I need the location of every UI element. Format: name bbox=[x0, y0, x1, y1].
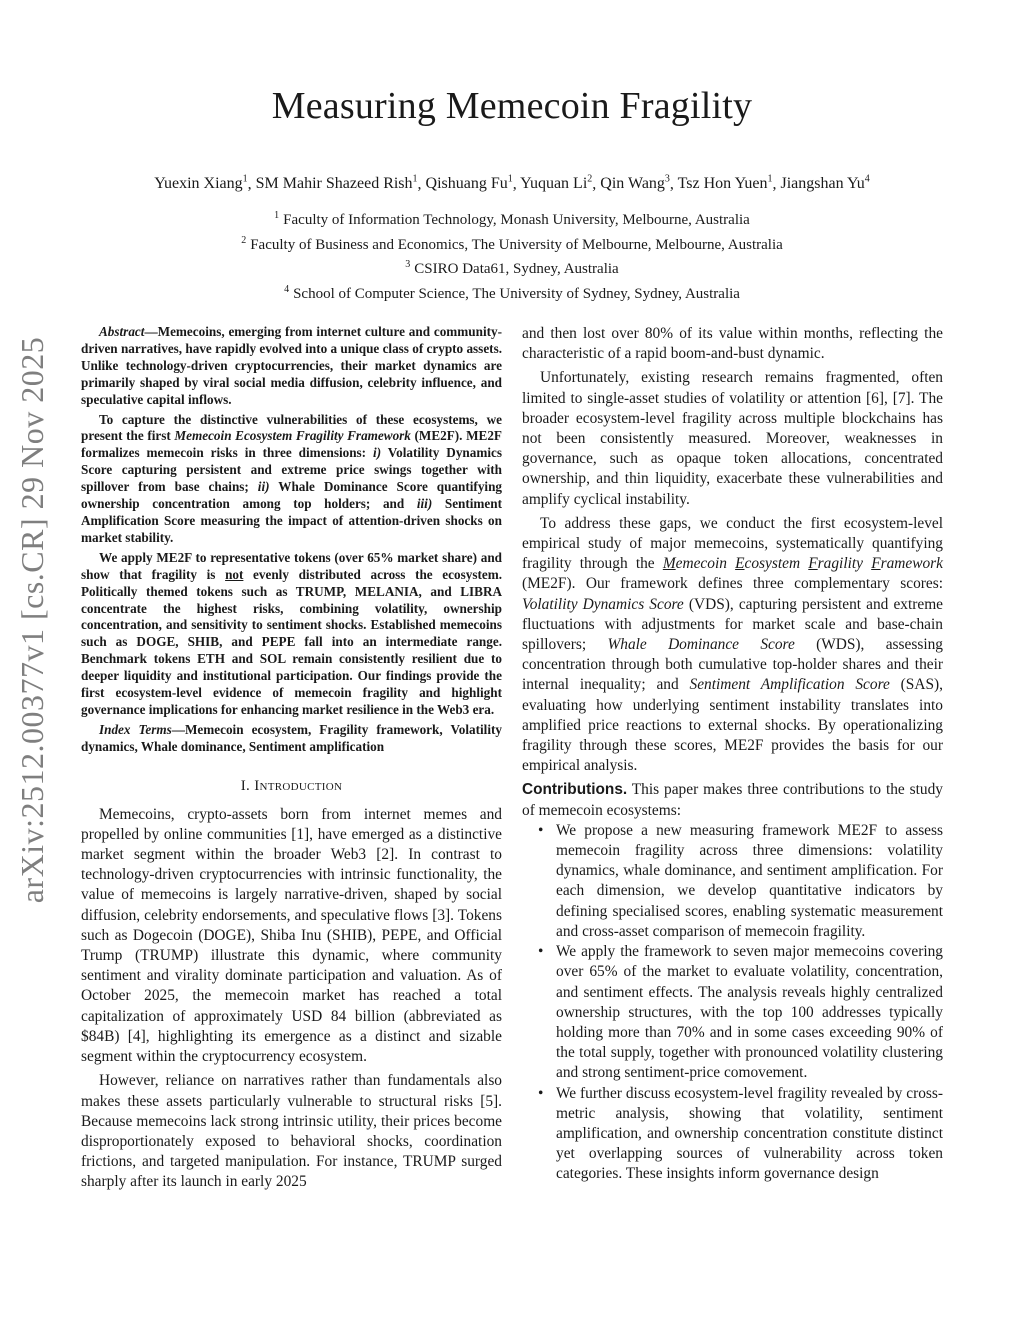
affiliation: $^1$ Faculty of Information Technology, Monash University, Melbourne, Australia bbox=[274, 210, 750, 228]
body-paragraph: However, reliance on narratives rather than fundamentals also makes these assets particularly vulnerable to structural risks [5]. Because memecoins lack strong intrinsic utility, their prices become disproportionately exposed to behavioral shocks, coordination frictions, and targeted manipulation. For instance, TRUMP surged sharply after its launch in early 2025 bbox=[81, 1072, 502, 1191]
paper-title: Measuring Memecoin Fragility bbox=[271, 85, 753, 127]
body-paragraph: and then lost over 80% of its value within months, reflecting the characteristic of a rapid boom-and-bust dynamic. bbox=[522, 325, 943, 363]
affiliation: $^4$ School of Computer Science, The University of Sydney, Sydney, Australia bbox=[284, 283, 740, 302]
section-heading: I. Introduction bbox=[240, 777, 343, 794]
abstract-paragraph: We apply ME2F to representative tokens (over 65% market share) and show that fragility is not evenly distributed across the ecosystem. Politically themed tokens such as TRUMP, MELANIA, and LIBRA concentrate the highest risks, combining volatility, ownership concentration, and sensitivity to sentiment shocks. Established memecoins such as DOGE, SHIB, and PEPE fall into an intermediate range. Benchmark tokens ETH and SOL remain consistently resilient due to deeper liquidity and institutional participation. Our findings provide the first ecosystem-level evidence of memecoin fragility and highlight governance implications for enhancing market resilience in the Web3 era. bbox=[81, 549, 502, 717]
body-paragraph: Unfortunately, existing research remains fragmented, often limited to single-asset studies of volatility or attention [6], [7]. The broader ecosystem-level fragility across multiple blockchains has not been consistently measured. Moreover, weaknesses in governance, such as opaque token allocations, concentrated ownership, and thin liquidity, exacerbate these vulnerabilities and amplify cyclical instability. bbox=[522, 369, 943, 508]
arxiv-stamp: arXiv:2512.00377v1 [cs.CR] 29 Nov 2025 bbox=[14, 336, 50, 904]
list-item: • We propose a new measuring framework ME2F to assess memecoin fragility across three dimensions: volatility dynamics, whale dominance, and sentiment amplification. For each dimension, we develop quantitative indicators by defining specialised scores, enabling systematic measurement and cross-asset comparison of memecoin fragility. bbox=[538, 821, 943, 940]
author: Jiangshan Yu$^4$ bbox=[780, 174, 870, 193]
abstract-paragraph: Abstract—Memecoins, emerging from internet culture and community-driven narratives, have rapidly evolved into a unique class of crypto assets. Unlike technology-driven cryptocurrencies, their market dynamics are primarily shaped by viral social media diffusion, celebrity influence, and speculative capital inflows. bbox=[81, 324, 502, 407]
bullet-icon: • bbox=[538, 1084, 544, 1102]
author: Tsz Hon Yuen$^1$ bbox=[677, 174, 773, 193]
contributions-paragraph: Contributions. This paper makes three contributions to the study of memecoin ecosystems: bbox=[522, 781, 943, 819]
affiliation: $^3$ CSIRO Data61, Sydney, Australia bbox=[405, 259, 619, 277]
author: SM Mahir Shazeed Rish$^1$ bbox=[255, 174, 418, 193]
list-item: • We further discuss ecosystem-level fragility revealed by cross-metric analysis, showing that volatility, sentiment amplification, and ownership concentration constitute distinct yet overlapping sources of vulnerability across token categories. These insights inform governance design bbox=[538, 1084, 943, 1183]
bullet-icon: • bbox=[538, 821, 544, 839]
body-paragraph: To address these gaps, we conduct the first ecosystem-level empirical study of major memecoins, systematically quantifying fragility through the Memecoin Ecosystem Fragility Framework (ME2F). Our framework defines three complementary scores: Volatility Dynamics Score (VDS), capturing persistent and extreme fluctuations with adjustments for market scale and base-chain spillovers; Whale Dominance Score (WDS), assessing concentration through both cumulative top-holder shares and their internal inequality; and Sentiment Amplification Score (SAS), evaluating how underlying sentiment instability translates into amplified price reactions to external shocks. By operationalizing fragility through these scores, ME2F provides the basis for our empirical analysis. bbox=[522, 514, 944, 775]
affiliation: $^2$ Faculty of Business and Economics, The University of Melbourne, Melbourne, Australia bbox=[241, 234, 783, 253]
left-column bbox=[81, 324, 502, 1193]
affiliation-list bbox=[0, 206, 1024, 304]
author: Yuquan Li$^2$ bbox=[520, 174, 593, 193]
author-list: Yuexin Xiang$^1$, SM Mahir Shazeed Rish$^1$, Qishuang Fu$^1$, Yuquan Li$^2$, Qin Wang$^3$, Tsz Hon Yuen$^1$, Jiangshan Yu$^4$ bbox=[154, 174, 870, 193]
bullet-icon: • bbox=[538, 943, 544, 961]
list-item: • We apply the framework to seven major memecoins covering over 65% of the market to evaluate volatility, concentration, and sentiment effects. The analysis reveals highly centralized ownership structures, with the top 100 addresses typically holding more than 70% and in some cases exceeding 90% of the total supply, together with pronounced volatility clustering and strong sentiment-price comovement. bbox=[538, 943, 943, 1082]
author: Qishuang Fu$^1$ bbox=[425, 174, 513, 193]
section-body bbox=[81, 805, 502, 1193]
right-column bbox=[522, 324, 943, 1185]
body-paragraph: Memecoins, crypto-assets born from internet memes and propelled by online communities [1], have emerged as a distinctive market segment within the broader Web3 [2]. In contrast to technology-driven cryptocurrencies with intrinsic functionality, the value of memecoins is largely narrative-driven, shaped by social diffusion, celebrity endorsements, and speculative flows [3]. Tokens such as Dogecoin (DOGE), Shiba Inu (SHIB), PEPE, and Official Trump (TRUMP) illustrate this dynamic, where community sentiment and virality dominate participation and valuation. As of October 2025, the memecoin market has reached a total capitalization of approximately USD 84 billion (abbreviated as $84B) [4], highlighting its emergence as a distinct and sizable segment within the cryptocurrency ecosystem. bbox=[81, 805, 502, 1066]
abstract-paragraph: To capture the distinctive vulnerabilities of these ecosystems, we present the first Memecoin Ecosystem Fragility Framework (ME2F). ME2F formalizes memecoin risks in three dimensions: i) Volatility Dynamics Score capturing persistent and extreme price swings together with spillover from base chains; ii) Whale Dominance Score quantifying ownership concentration among top holders; and iii) Sentiment Amplification Score measuring the impact of attention-driven shocks on market stability. bbox=[81, 411, 503, 545]
author: Qin Wang$^3$ bbox=[600, 174, 670, 193]
index-terms: Index Terms—Memecoin ecosystem, Fragility framework, Volatility dynamics, Whale dominance, Sentiment amplification bbox=[81, 721, 502, 754]
author: Yuexin Xiang$^1$ bbox=[154, 174, 248, 193]
contribution-list bbox=[522, 821, 943, 1185]
